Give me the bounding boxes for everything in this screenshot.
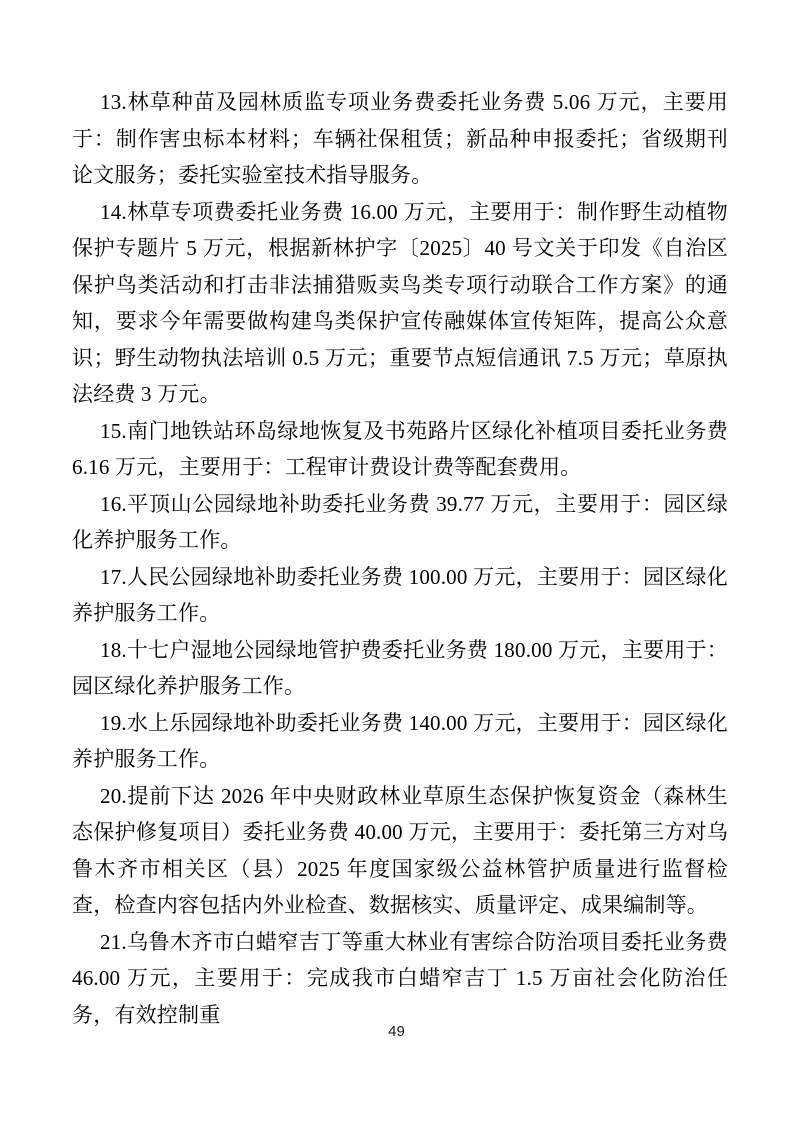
paragraph-item-15: 15.南门地铁站环岛绿地恢复及书苑路片区绿化补植项目委托业务费 6.16 万元，主要用于：工程审计费设计费等配套费用。	[72, 418, 728, 479]
paragraph-item-21: 21.乌鲁木齐市白蜡窄吉丁等重大林业有害综合防治项目委托业务费 46.00 万元，主要用于：完成我市白蜡窄吉丁 1.5 万亩社会化防治任务，有效控制重	[72, 929, 728, 1027]
paragraph-item-14: 14.林草专项费委托业务费 16.00 万元，主要用于：制作野生动植物保护专题片 5 万元，根据新林护字〔2025〕40 号文关于印发《自治区保护鸟类活动和打击非法捕猎贩卖鸟类专项行动联合工作方案》的通知，要求今年需要做构建鸟类保护宣传融媒体宣传矩阵，提高公众意识；野生动物执法培训 0.5 万元；重要节点短信通讯 7.5 万元；草原执法经费 3 万元。	[72, 199, 728, 406]
paragraph-item-17: 17.人民公园绿地补助委托业务费 100.00 万元，主要用于：园区绿化养护服务工作。	[72, 564, 728, 625]
paragraph-item-13: 13.林草种苗及园林质监专项业务费委托业务费 5.06 万元，主要用于：制作害虫标本材料；车辆社保租赁；新品种申报委托；省级期刊论文服务；委托实验室技术指导服务。	[72, 90, 728, 187]
paragraph-item-16: 16.平顶山公园绿地补助委托业务费 39.77 万元，主要用于：园区绿化养护服务工作。	[72, 491, 728, 552]
paragraph-item-18: 18.十七户湿地公园绿地管护费委托业务费 180.00 万元，主要用于：园区绿化养护服务工作。	[72, 637, 728, 698]
paragraph-item-20: 20.提前下达 2026 年中央财政林业草原生态保护恢复资金（森林生态保护修复项目）委托业务费 40.00 万元，主要用于：委托第三方对乌鲁木齐市相关区（县）2025 年度国家级公益林管护质量进行监督检查，检查内容包括内外业检查、数据核实、质量评定、成果编制等。	[72, 783, 728, 917]
page-number: 49	[388, 1023, 405, 1040]
document-body	[72, 84, 728, 1033]
paragraph-item-19: 19.水上乐园绿地补助委托业务费 140.00 万元，主要用于：园区绿化养护服务工作。	[72, 710, 728, 771]
